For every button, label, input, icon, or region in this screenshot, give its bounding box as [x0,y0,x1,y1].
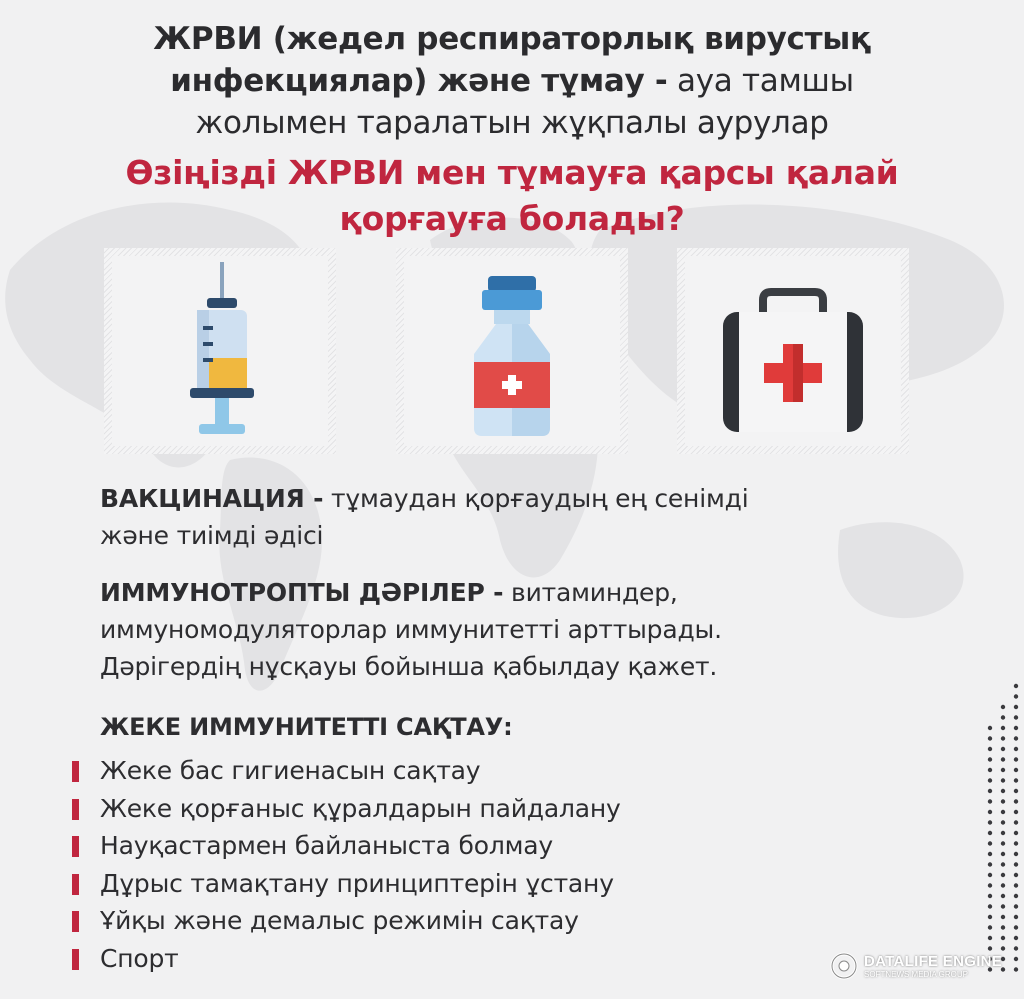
immunotropic-section [100,574,722,685]
bullet-mark [72,874,79,895]
list-item-text: Науқастармен байланыста болмау [100,831,553,860]
header-title-line2: инфекциялар) және тұмау - [170,63,668,99]
header [0,18,1024,144]
decorative-dot [988,726,992,730]
list-item [72,827,621,865]
list-item-text: Дұрыс тамақтану принциптерін ұстану [100,868,614,898]
decorative-dot [988,904,992,908]
immunotropic-text3: Дәрігердің нұсқауы бойынша қабылдау қажет. [100,652,718,681]
decorative-dot [1014,705,1018,709]
decorative-dot [988,736,992,740]
decorative-dot [1014,862,1018,866]
decorative-dot [1001,736,1005,740]
first-aid-card [677,248,909,454]
decorative-dot [1001,894,1005,898]
vaccination-title: ВАКЦИНАЦИЯ - [100,484,324,513]
header-text-line3: жолымен таралатын жұқпалы аурулар [195,105,829,141]
decorative-dot [1014,684,1018,688]
decorative-dot [1014,957,1018,961]
decorative-dot [1001,799,1005,803]
decorative-dot [1014,810,1018,814]
decorative-dot [1014,747,1018,751]
decorative-dot [1014,694,1018,698]
vaccination-card [104,248,336,454]
decorative-dot [1001,925,1005,929]
vaccination-text1: тұмаудан қорғаудың ең сенімді [323,484,749,513]
decorative-dot [1001,715,1005,719]
first-aid-kit-icon [677,248,909,454]
decorative-dot [1014,894,1018,898]
decorative-dot [1001,831,1005,835]
list-item-text: Жеке бас гигиенасын сақтау [100,756,481,785]
decorative-dot [1001,705,1005,709]
decorative-dot [988,915,992,919]
decorative-dot [988,768,992,772]
list-item [72,902,621,940]
personal-immunity-title: ЖЕКЕ ИММУНИТЕТТІ САҚТАУ: [100,713,513,741]
decorative-dot [988,894,992,898]
decorative-dot [988,841,992,845]
list-item-text: Спорт [100,943,179,973]
decorative-dot [1001,873,1005,877]
watermark-main-text: DATALIFE ENGINE [864,952,1003,970]
decorative-dot [1014,883,1018,887]
decorative-dot [988,936,992,940]
decorative-dot [1014,925,1018,929]
decorative-dot [1014,768,1018,772]
datalife-logo-icon [830,952,858,980]
decorative-dot [988,820,992,824]
decorative-dot [988,946,992,950]
decorative-dot [1001,768,1005,772]
decorative-dots [980,680,1020,980]
decorative-dot [1014,841,1018,845]
decorative-dot [988,747,992,751]
decorative-dot [988,883,992,887]
header-title-line1: ЖРВИ (жедел респираторлық вирустық [153,21,871,57]
watermark-sub-text: SOFTNEWS MEDIA GROUP [864,969,969,979]
list-item [72,940,621,978]
decorative-dot [1014,946,1018,950]
decorative-dot [988,873,992,877]
decorative-dot [1014,715,1018,719]
list-item [72,752,621,790]
decorative-dot [1001,810,1005,814]
decorative-dot [988,757,992,761]
decorative-dot [1001,820,1005,824]
decorative-dot [988,925,992,929]
decorative-dot [1014,873,1018,877]
decorative-dot [988,789,992,793]
decorative-dot [1014,757,1018,761]
decorative-dot [1001,915,1005,919]
vaccination-text2: және тиімді әдісі [100,521,324,550]
decorative-dot [1014,831,1018,835]
list-item-text: Ұйқы және демалыс режимін сақтау [100,906,579,935]
decorative-dot [1014,820,1018,824]
decorative-dot [988,778,992,782]
bullet-mark [72,949,79,970]
decorative-dot [1001,789,1005,793]
immunotropic-text2: иммуномодуляторлар иммунитетті арттырады. [100,615,722,644]
decorative-dot [988,831,992,835]
decorative-dot [988,852,992,856]
question-line1: Өзіңізді ЖРВИ мен тұмауға қарсы қалай [125,153,899,192]
decorative-dot [1014,778,1018,782]
vaccination-section [100,480,748,554]
bullet-mark [72,799,79,820]
decorative-dot [1014,967,1018,971]
decorative-dot [1001,936,1005,940]
decorative-dot [988,862,992,866]
decorative-dot [1014,789,1018,793]
decorative-dot [1014,799,1018,803]
decorative-dot [1014,915,1018,919]
list-item-text: Жеке қорғаныс құралдарын пайдалану [100,793,621,823]
decorative-dot [1001,757,1005,761]
bullet-mark [72,836,79,857]
decorative-dot [1001,778,1005,782]
header-text-line2: ауа тамшы [667,63,854,99]
decorative-dot [1014,904,1018,908]
list-item [72,865,621,903]
decorative-dot [1014,736,1018,740]
immunotropic-title: ИММУНОТРОПТЫ ДӘРІЛЕР - [100,578,504,607]
decorative-dot [1001,946,1005,950]
decorative-dot [1001,852,1005,856]
decorative-dot [1014,852,1018,856]
watermark [830,952,1002,980]
personal-immunity-list [72,752,621,977]
decorative-dot [1001,841,1005,845]
immunotropic-text1: витаминдер, [503,578,678,607]
question-heading [0,150,1024,242]
syringe-icon [104,248,336,454]
medicine-bottle-icon [396,248,628,454]
decorative-dot [1001,726,1005,730]
question-line2: қорғауға болады? [339,199,685,238]
decorative-dot [1001,904,1005,908]
decorative-dot [1014,726,1018,730]
decorative-dot [1001,747,1005,751]
bullet-mark [72,911,79,932]
decorative-dot [1001,862,1005,866]
decorative-dot [1014,936,1018,940]
list-item [72,790,621,828]
bullet-mark [72,761,79,782]
decorative-dot [1001,883,1005,887]
decorative-dot [988,799,992,803]
decorative-dot [988,810,992,814]
immunotropic-card [396,248,628,454]
